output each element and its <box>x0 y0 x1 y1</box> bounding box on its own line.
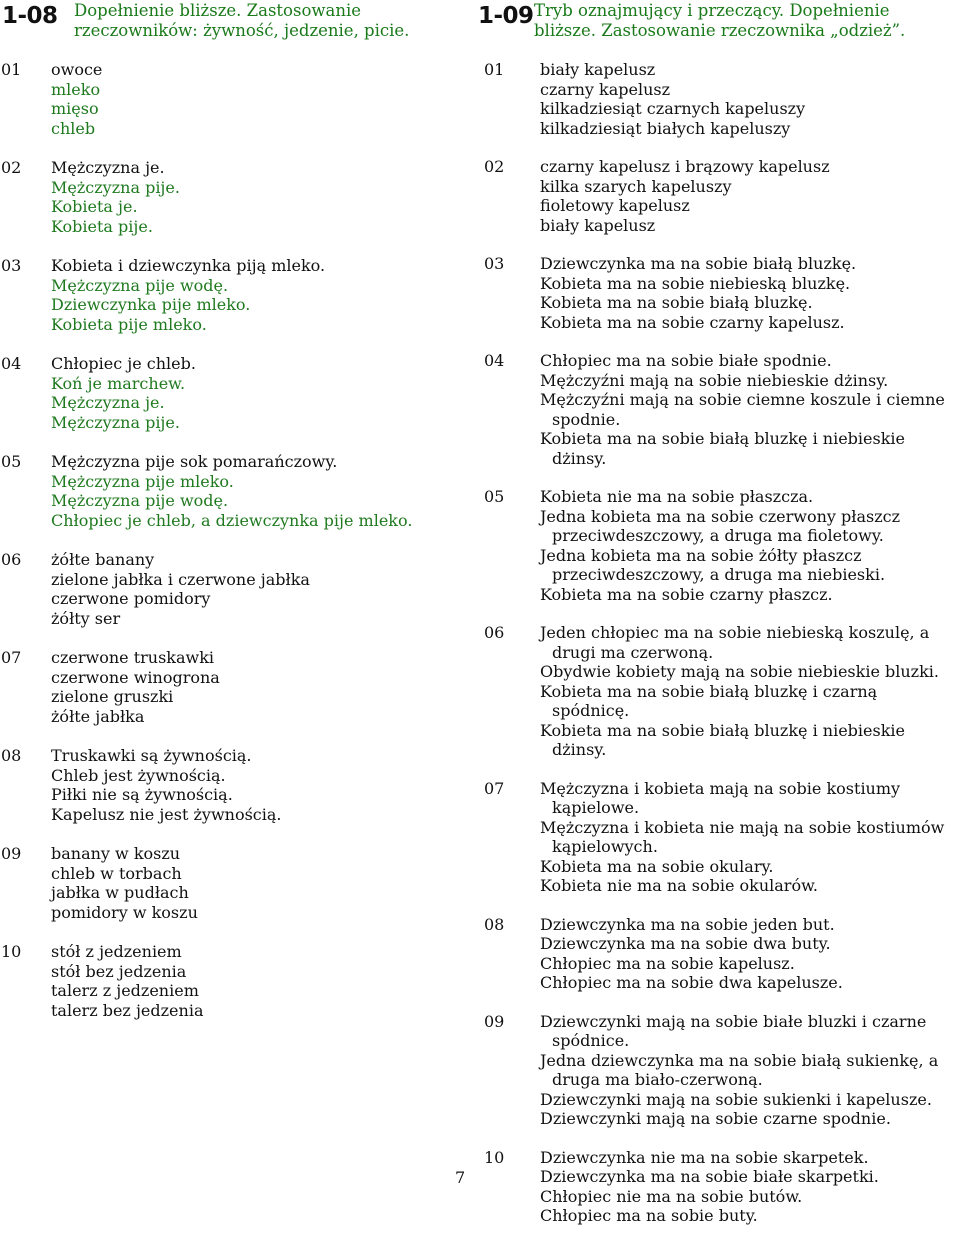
exercise-line: Chłopiec je chleb. <box>51 354 196 373</box>
exercise-list <box>0 60 442 1020</box>
exercise-line: owoce <box>51 60 103 79</box>
exercise-number: 06 <box>1 550 22 569</box>
exercise-line: czarny kapelusz i brązowy kapelusz <box>540 157 830 176</box>
exercise-line: Dziewczynka ma na sobie dwa buty. <box>540 934 831 953</box>
exercise-line: Dziewczynka ma na sobie jeden but. <box>540 914 835 934</box>
exercise-07 <box>478 779 956 896</box>
exercise-number: 08 <box>484 914 505 934</box>
exercise-line: Kobieta pije. <box>51 216 153 236</box>
exercise-lines <box>51 844 442 922</box>
exercise-line: Mężczyzna i kobieta mają na sobie kostiumy kąpielowe. <box>540 778 901 817</box>
exercise-line: Kobieta nie ma na sobie okularów. <box>540 876 818 895</box>
exercise-line: Jeden chłopiec ma na sobie niebieską koszulę, a drugi ma czerwoną. <box>540 623 930 662</box>
exercise-line: Mężczyzna pije. <box>51 412 180 432</box>
exercise-line: fioletowy kapelusz <box>540 196 690 215</box>
exercise-line: Chłopiec ma na sobie dwa kapelusze. <box>540 973 843 992</box>
lesson-title-line: Tryb oznajmujący i przeczący. Dopełnienie <box>534 1 890 20</box>
exercise-line: Koń je marchew. <box>51 373 186 393</box>
exercise-number: 04 <box>484 351 505 370</box>
exercise-number: 10 <box>1 942 22 961</box>
exercise-line: chleb <box>51 118 96 138</box>
page-number: 7 <box>455 1168 466 1187</box>
exercise-line: czerwone pomidory <box>51 589 211 608</box>
exercise-lines <box>540 60 956 138</box>
exercise-line: Truskawki są żywnością. <box>51 746 252 765</box>
exercise-line: Chłopiec je chleb, a dziewczynka pije mleko. <box>51 510 413 530</box>
exercise-lines <box>51 60 442 138</box>
right-column <box>478 0 956 1245</box>
exercise-lines <box>540 254 956 332</box>
exercise-lines <box>540 915 956 993</box>
exercise-line: Chłopiec ma na sobie białe spodnie. <box>540 351 832 370</box>
exercise-line: żółty ser <box>51 608 121 628</box>
exercise-line: Chleb jest żywnością. <box>51 765 226 785</box>
exercise-lines <box>51 746 442 824</box>
lesson-title-line: rzeczowników: żywność, jedzenie, picie. <box>74 21 410 40</box>
exercise-line: Dziewczynka nie ma na sobie skarpetek. <box>540 1147 869 1167</box>
exercise-line: Kobieta ma na sobie białą bluzkę i czarną spódnicę. <box>540 681 878 720</box>
exercise-lines <box>51 452 442 530</box>
exercise-line: Chłopiec nie ma na sobie butów. <box>540 1186 803 1206</box>
exercise-line: Dziewczynki mają na sobie białe bluzki i czarne spódnice. <box>540 1011 927 1050</box>
exercise-03 <box>478 254 956 332</box>
exercise-line: Mężczyzna pije. <box>51 177 180 197</box>
exercise-09 <box>478 1012 956 1129</box>
exercise-number: 04 <box>1 354 22 373</box>
exercise-number: 03 <box>1 256 22 275</box>
exercise-line: biały kapelusz <box>540 60 656 79</box>
exercise-line: Chłopiec ma na sobie buty. <box>540 1206 758 1225</box>
exercise-line: pomidory w koszu <box>51 902 198 922</box>
exercise-line: Dziewczynka ma na sobie białe skarpetki. <box>540 1167 879 1186</box>
exercise-line: czerwone truskawki <box>51 648 215 667</box>
exercise-line: Kobieta pije mleko. <box>51 314 207 334</box>
exercise-06 <box>0 550 442 628</box>
exercise-08 <box>478 915 956 993</box>
exercise-05 <box>478 487 956 604</box>
exercise-10 <box>478 1148 956 1226</box>
exercise-line: Kobieta ma na sobie czarny kapelusz. <box>540 312 845 332</box>
exercise-line: kilkadziesiąt białych kapeluszy <box>540 118 791 138</box>
lesson-number: 1-08 <box>2 3 58 29</box>
exercise-line: Kobieta ma na sobie czarny płaszcz. <box>540 584 833 604</box>
exercise-line: Kobieta ma na sobie białą bluzkę. <box>540 293 813 312</box>
lesson-title <box>534 0 905 41</box>
exercise-06 <box>478 623 956 760</box>
exercise-05 <box>0 452 442 530</box>
exercise-line: Chłopiec ma na sobie kapelusz. <box>540 953 795 973</box>
exercise-lines <box>51 942 442 1020</box>
exercise-line: Mężczyźni mają na sobie ciemne koszule i ciemne spodnie. <box>540 390 945 429</box>
exercise-line: czerwone winogrona <box>51 667 220 687</box>
exercise-number: 05 <box>1 452 22 471</box>
exercise-line: Jedna kobieta ma na sobie czerwony płaszcz przeciwdeszczowy, a druga ma fioletowy. <box>540 506 901 545</box>
exercise-lines <box>540 1148 956 1226</box>
lesson-number: 1-09 <box>478 3 534 29</box>
exercise-line: Kobieta ma na sobie białą bluzkę i niebieskie dżinsy. <box>540 429 905 468</box>
exercise-line: kilkadziesiąt czarnych kapeluszy <box>540 99 806 118</box>
exercise-02 <box>478 157 956 235</box>
exercise-lines <box>540 623 956 760</box>
exercise-line: Mężczyzna i kobieta nie mają na sobie kostiumów kąpielowych. <box>540 817 945 856</box>
exercise-line: mleko <box>51 79 101 99</box>
exercise-line: biały kapelusz <box>540 215 656 235</box>
exercise-line: talerz z jedzeniem <box>51 981 199 1000</box>
exercise-lines <box>540 351 956 468</box>
exercise-number: 10 <box>484 1147 505 1167</box>
exercise-line: chleb w torbach <box>51 863 182 883</box>
exercise-number: 03 <box>484 254 505 273</box>
exercise-01 <box>478 60 956 138</box>
exercise-line: stół z jedzeniem <box>51 942 182 961</box>
exercise-line: Mężczyzna pije mleko. <box>51 471 234 491</box>
exercise-line: Dziewczynka pije mleko. <box>51 295 251 314</box>
exercise-line: Mężczyzna je. <box>51 158 165 177</box>
exercise-line: Kobieta nie ma na sobie płaszcza. <box>540 487 814 506</box>
exercise-line: stół bez jedzenia <box>51 961 187 981</box>
exercise-line: Dziewczynki mają na sobie sukienki i kapelusze. <box>540 1089 932 1109</box>
exercise-line: banany w koszu <box>51 844 181 863</box>
exercise-01 <box>0 60 442 138</box>
exercise-line: kilka szarych kapeluszy <box>540 176 732 196</box>
exercise-number: 02 <box>484 157 505 176</box>
exercise-line: Piłki nie są żywnością. <box>51 785 233 804</box>
exercise-line: Mężczyźni mają na sobie niebieskie dżinsy. <box>540 370 889 390</box>
exercise-line: zielone jabłka i czerwone jabłka <box>51 569 310 589</box>
exercise-line: Kobieta ma na sobie okulary. <box>540 856 774 876</box>
exercise-lines <box>51 256 442 334</box>
exercise-number: 05 <box>484 487 505 506</box>
lesson-header-1-09 <box>478 0 956 60</box>
exercise-line: Mężczyzna pije wodę. <box>51 275 229 295</box>
exercise-04 <box>478 351 956 468</box>
exercise-line: Mężczyzna je. <box>51 393 165 412</box>
exercise-line: zielone gruszki <box>51 687 174 706</box>
lesson-title-line: bliższe. Zastosowanie rzeczownika „odzież”. <box>534 21 906 40</box>
exercise-lines <box>51 550 442 628</box>
exercise-09 <box>0 844 442 922</box>
exercise-lines <box>540 487 956 604</box>
exercise-08 <box>0 746 442 824</box>
exercise-lines <box>51 158 442 236</box>
exercise-number: 01 <box>484 60 505 79</box>
exercise-line: żółte banany <box>51 550 155 569</box>
exercise-line: Kobieta ma na sobie niebieską bluzkę. <box>540 273 851 293</box>
exercise-line: Mężczyzna pije wodę. <box>51 491 229 510</box>
exercise-line: jabłka w pudłach <box>51 883 189 902</box>
exercise-04 <box>0 354 442 432</box>
exercise-number: 09 <box>1 844 22 863</box>
lesson-header-1-08 <box>0 0 442 60</box>
exercise-10 <box>0 942 442 1020</box>
exercise-lines <box>540 1012 956 1129</box>
left-column <box>0 0 442 1040</box>
exercise-line: czarny kapelusz <box>540 79 671 99</box>
lesson-title-line: Dopełnienie bliższe. Zastosowanie <box>74 1 362 20</box>
exercise-line: żółte jabłka <box>51 706 145 726</box>
exercise-lines <box>51 648 442 726</box>
exercise-number: 08 <box>1 746 22 765</box>
exercise-number: 01 <box>1 60 22 79</box>
exercise-line: Jedna dziewczynka ma na sobie białą sukienkę, a druga ma biało-czerwoną. <box>540 1050 939 1089</box>
exercise-line: Mężczyzna pije sok pomarańczowy. <box>51 452 338 471</box>
exercise-line: Kobieta ma na sobie białą bluzkę i niebieskie dżinsy. <box>540 720 905 759</box>
exercise-lines <box>540 157 956 235</box>
exercise-number: 07 <box>484 778 505 798</box>
exercise-line: mięso <box>51 99 99 118</box>
exercise-02 <box>0 158 442 236</box>
exercise-line: talerz bez jedzenia <box>51 1000 204 1020</box>
exercise-line: Kapelusz nie jest żywnością. <box>51 804 282 824</box>
exercise-line: Kobieta je. <box>51 197 138 216</box>
lesson-title <box>74 0 409 41</box>
exercise-number: 09 <box>484 1011 505 1031</box>
exercise-line: Obydwie kobiety mają na sobie niebieskie bluzki. <box>540 662 939 681</box>
exercise-lines <box>51 354 442 432</box>
exercise-07 <box>0 648 442 726</box>
exercise-line: Kobieta i dziewczynka piją mleko. <box>51 256 326 275</box>
exercise-lines <box>540 779 956 896</box>
exercise-number: 02 <box>1 158 22 177</box>
exercise-line: Dziewczynki mają na sobie czarne spodnie. <box>540 1109 891 1128</box>
exercise-number: 07 <box>1 648 22 667</box>
exercise-list <box>478 60 956 1226</box>
exercise-number: 06 <box>484 623 505 642</box>
exercise-line: Jedna kobieta ma na sobie żółty płaszcz przeciwdeszczowy, a druga ma niebieski. <box>540 545 886 584</box>
exercise-03 <box>0 256 442 334</box>
exercise-line: Dziewczynka ma na sobie białą bluzkę. <box>540 254 857 273</box>
